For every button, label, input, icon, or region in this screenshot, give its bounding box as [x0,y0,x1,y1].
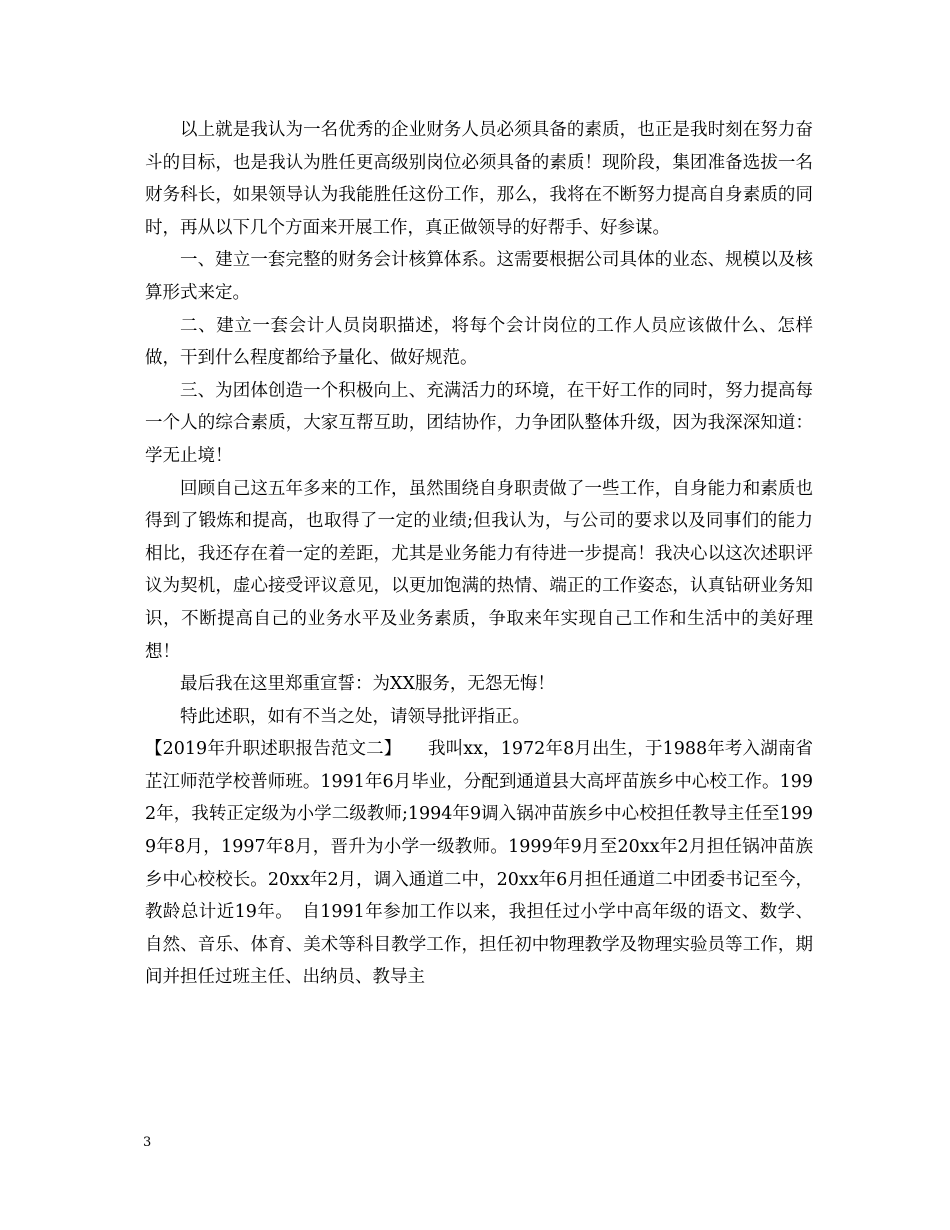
paragraph-qualities: 以上就是我认为一名优秀的企业财务人员必须具备的素质，也正是我时刻在努力奋斗的目标，也是我认为胜任更高级别岗位必须具备的素质！现阶段，集团准备选拔一名财务科长，如果领导认为我能胜任这份工作，那么，我将在不断努力提高自身素质的同时，再从以下几个方面来开展工作，真正做领导的好帮手、好参谋。 [145,120,813,238]
paragraph-oath: 最后我在这里郑重宣誓：为XX服务，无怨无悔！ [180,674,555,695]
paragraph-closing: 特此述职，如有不当之处，请领导批评指正。 [180,706,530,727]
paragraph-plan-three: 三、为团体创造一个积极向上、充满活力的环境，在干好工作的同时，努力提高每一个人的综合素质，大家互帮互助，团结协作，力争团队整体升级，因为我深深知道：学无止境！ [145,380,813,466]
paragraph-plan-one: 一、建立一套完整的财务会计核算体系。这需要根据公司具体的业态、规模以及核算形式来定。 [145,250,813,303]
paragraph-sample-two: 【2019年升职述职报告范文二】 我叫xx，1972年8月出生，于1988年考入湖南省芷江师范学校普师班。1991年6月毕业，分配到通道县大高坪苗族乡中心校工作。1992年，我转正定级为小学二级教师;1994年9调入锅冲苗族乡中心校担任教导主任至1999年8月，1997年8月，晋升为小学一级教师。1999年9月至20xx年2月担任锅冲苗族乡中心校校长。20xx年2月，调入通道二中，20xx年6月担任通道二中团委书记至今，教龄总计近19年。 自1991年参加工作以来，我担任过小学中高年级的语文、数学、自然、音乐、体育、美术等科目教学工作，担任初中物理教学及物理实验员等工作，期间并担任过班主任、出纳员、教导主 [145,739,813,988]
page-number: 3 [143,1135,152,1150]
paragraph-review: 回顾自己这五年多来的工作，虽然围绕自身职责做了一些工作，自身能力和素质也得到了锻炼和提高，也取得了一定的业绩;但我认为，与公司的要求以及同事们的能力相比，我还存在着一定的差距，尤其是业务能力有待进一步提高！我决心以这次述职评议为契机，虚心接受评议意见，以更加饱满的热情、端正的工作姿态，认真钻研业务知识，不断提高自己的业务水平及业务素质，争取来年实现自己工作和生活中的美好理想！ [145,478,813,662]
paragraph-plan-two: 二、建立一套会计人员岗职描述，将每个会计岗位的工作人员应该做什么、怎样做，干到什么程度都给予量化、做好规范。 [145,315,813,369]
document-body [145,114,813,994]
